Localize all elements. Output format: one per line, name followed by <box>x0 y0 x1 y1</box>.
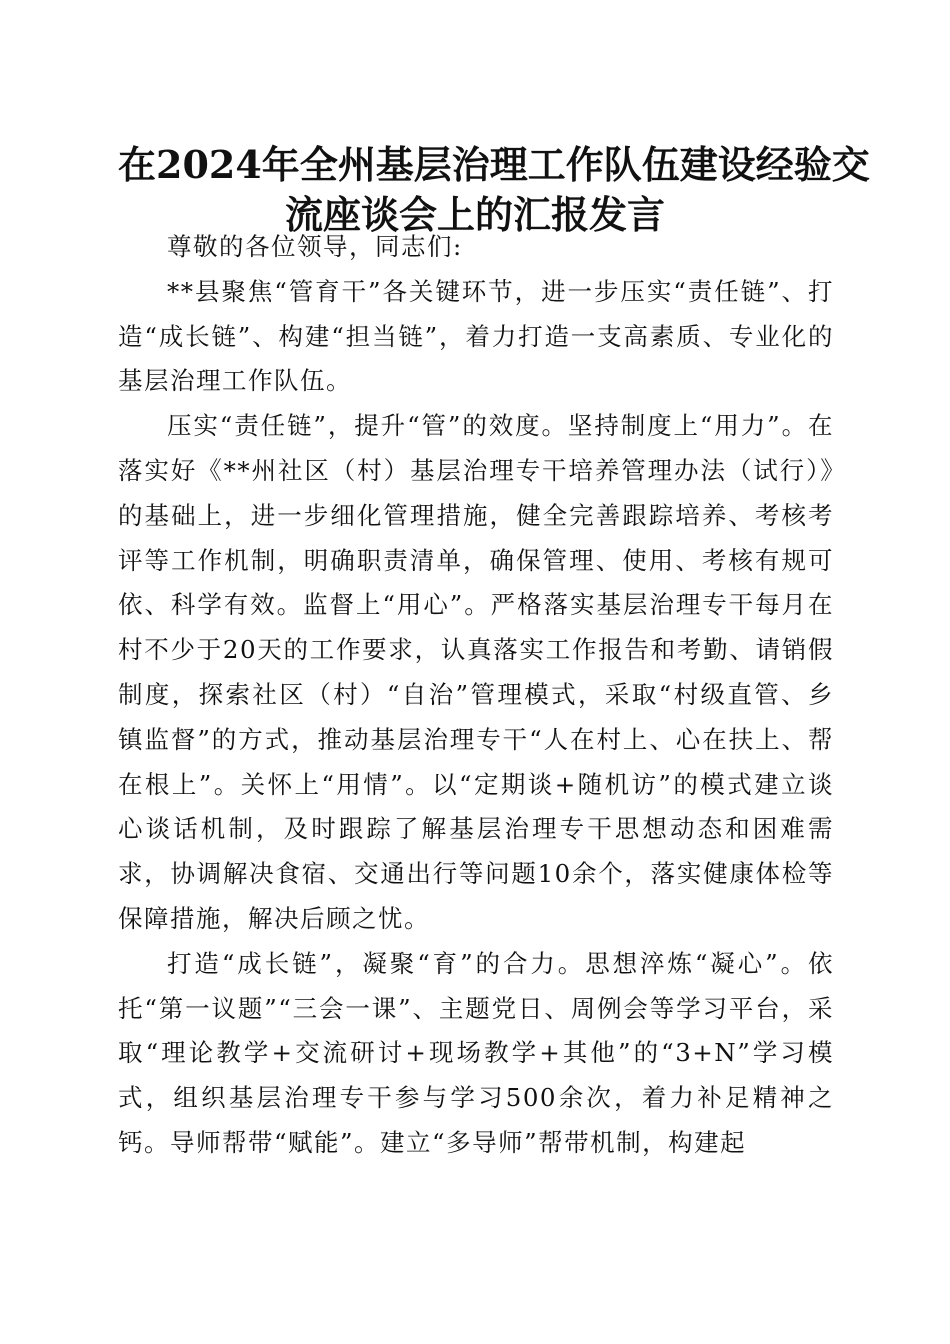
salutation: 尊敬的各位领导，同志们: <box>167 232 463 261</box>
paragraph-responsibility-chain: 压实“责任链”，提升“管”的效度。坚持制度上“用力”。在落实好《**州社区（村）基层治理专干培养管理办法（试行）》的基础上，进一步细化管理措施，健全完善跟踪培养、考核考评等工作机制，明确职责清单，确保管理、使用、考核有规可依、科学有效。监督上“用心”。严格落实基层治理专干每月在村不少于20天的工作要求，认真落实工作报告和考勤、请销假制度，探索社区（村）“自治”管理模式，采取“村级直管、乡镇监督”的方式，推动基层治理专干“人在村上、心在扶上、帮在根上”。关怀上“用情”。以“定期谈+随机访”的模式建立谈心谈话机制，及时跟踪了解基层治理专干思想动态和困难需求，协调解决食宿、交通出行等问题10余个，落实健康体检等保障措施，解决后顾之忧。 <box>118 411 834 933</box>
paragraph-intro: **县聚焦“管育干”各关键环节，进一步压实“责任链”、打造“成长链”、构建“担当链”，着力打造一支高素质、专业化的基层治理工作队伍。 <box>118 276 834 396</box>
paragraph-growth-chain: 打造“成长链”，凝聚“育”的合力。思想淬炼“凝心”。依托“第一议题”“三会一课”、主题党日、周例会等学习平台，采取“理论教学+交流研讨+现场教学+其他”的“3+N”学习模式，组织基层治理专干参与学习500余次，着力补足精神之钙。导师帮带“赋能”。建立“多导师”帮带机制，构建起 <box>118 948 834 1157</box>
document-body <box>118 225 834 1166</box>
title-line-2: 流座谈会上的汇报发言 <box>284 192 665 237</box>
title-line-1: 在2024年全州基层治理工作队伍建设经验交 <box>118 142 870 187</box>
